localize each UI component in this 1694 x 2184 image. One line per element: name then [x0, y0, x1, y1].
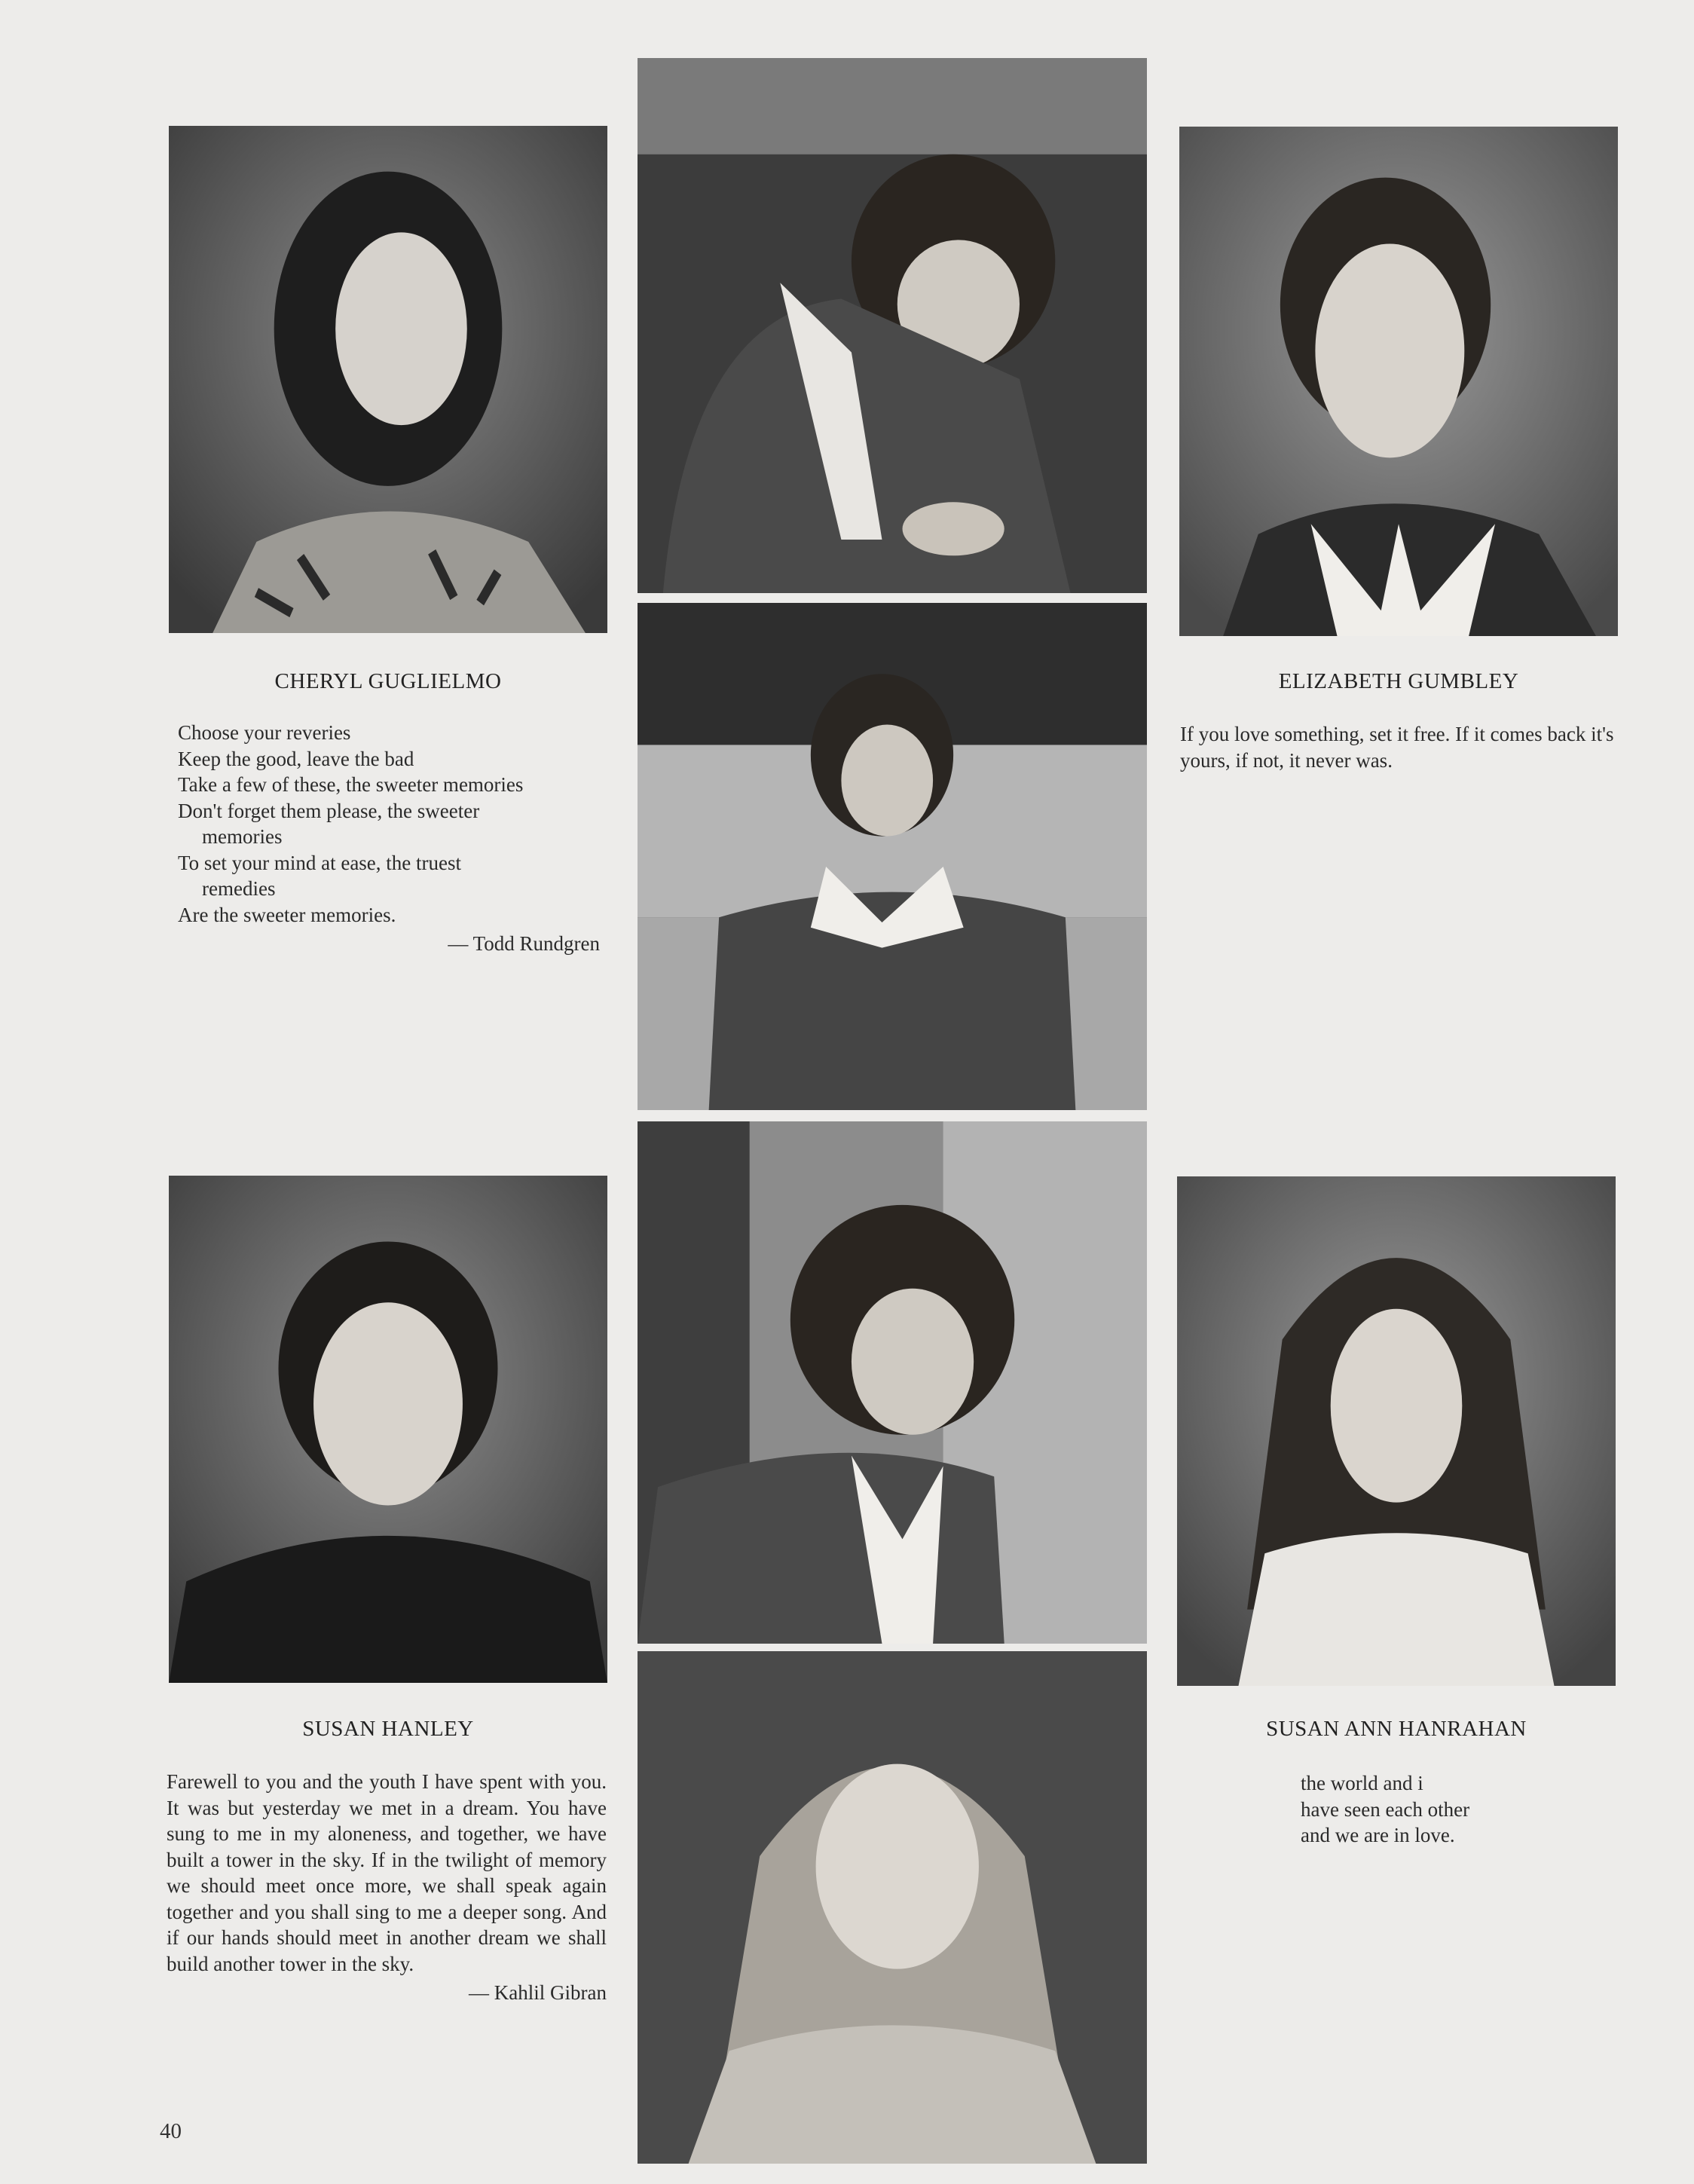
page-number: 40: [160, 2119, 182, 2143]
candid-photo-middle: [638, 603, 1147, 1110]
quote-line: Take a few of these, the sweeter memories: [178, 773, 524, 796]
quote-attribution: — Kahlil Gibran: [469, 1981, 607, 2004]
quote-line: the world and i: [1301, 1772, 1423, 1794]
quote-attribution: — Todd Rundgren: [448, 932, 600, 955]
candid-photo-top: [638, 58, 1147, 593]
candid-photo-lower: [638, 1121, 1147, 1644]
quote-line: Keep the good, leave the bad: [178, 747, 414, 770]
candid-photo-bottom: [638, 1651, 1147, 2164]
quote-line: Choose your reveries: [178, 721, 351, 744]
quote-line: remedies: [202, 877, 276, 900]
student-quote: If you love something, set it free. If it comes back it's yours, if not, it never was.: [1180, 723, 1614, 772]
quote-line: memories: [202, 825, 283, 848]
student-name: CHERYL GUGLIELMO: [274, 669, 502, 693]
portrait-susan-ann-hanrahan: [1177, 1176, 1616, 1686]
student-quote: [1301, 1770, 1587, 1849]
student-name: ELIZABETH GUMBLEY: [1278, 669, 1519, 693]
portrait-susan-hanley: [169, 1176, 607, 1683]
quote-line: have seen each other: [1301, 1797, 1470, 1821]
quote-line: and we are in love.: [1301, 1824, 1455, 1846]
student-quote: [178, 720, 600, 957]
portrait-cheryl-guglielmo: [169, 126, 607, 633]
student-name: SUSAN HANLEY: [302, 1717, 474, 1741]
quote-line: To set your mind at ease, the truest: [178, 851, 462, 874]
student-name: SUSAN ANN HANRAHAN: [1266, 1717, 1527, 1741]
student-quote: [167, 1769, 607, 2006]
portrait-elizabeth-gumbley: [1179, 127, 1618, 636]
quote-line: Don't forget them please, the sweeter: [178, 799, 480, 822]
quote-text: Farewell to you and the youth I have spent with you. It was but yesterday we met in a dream. You have sung to me in my aloneness, and together, we have built a tower in the sky. If in the twilight of memory we should meet once more, we shall speak again together and you shall sing to me a deeper song. And if our hands should meet in another dream we shall build another tower in the sky.: [167, 1770, 607, 1975]
quote-line: Are the sweeter memories.: [178, 903, 396, 926]
